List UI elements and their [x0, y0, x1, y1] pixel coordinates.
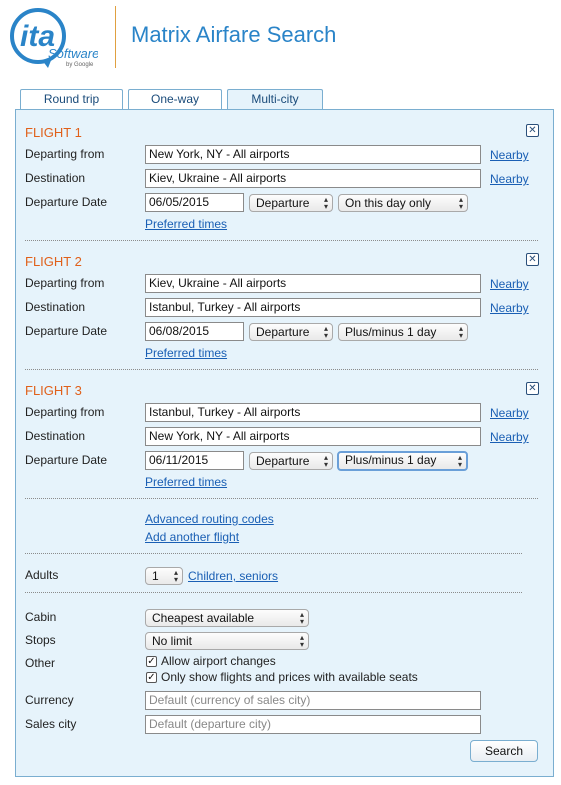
advanced-routing-codes-link[interactable]: Advanced routing codes [145, 512, 274, 526]
tab-multi-city[interactable]: Multi-city [227, 89, 323, 110]
date-flex-select[interactable] [338, 194, 468, 212]
date-type-value: Departure [256, 196, 310, 210]
only-available-seats-checkbox[interactable]: ✓ [147, 672, 156, 683]
section-divider [25, 240, 538, 241]
destination-input[interactable]: Istanbul, Turkey - All airports [145, 298, 481, 317]
preferred-times-link[interactable]: Preferred times [145, 346, 228, 360]
allow-airport-changes-label: Allow airport changes [161, 654, 276, 668]
nearby-link[interactable]: Nearby [490, 430, 529, 444]
flight-title: FLIGHT 2 [25, 254, 82, 269]
departing-from-input[interactable]: New York, NY - All airports [145, 145, 481, 164]
date-flex-value: On this day only [345, 196, 432, 210]
stops-label: Stops [25, 633, 56, 647]
date-type-value: Departure [256, 454, 310, 468]
sales-city-input[interactable]: Default (departure city) [145, 715, 481, 734]
destination-input[interactable]: New York, NY - All airports [145, 427, 481, 446]
remove-flight-icon[interactable]: ✕ [526, 124, 539, 137]
select-arrows-icon: ▴ ▾ [323, 453, 328, 469]
departing-from-input[interactable]: Kiev, Ukraine - All airports [145, 274, 481, 293]
departure-date-input[interactable]: 06/08/2015 [145, 322, 244, 341]
departing-from-label: Departing from [25, 147, 105, 161]
date-type-value: Departure [256, 325, 310, 339]
flight-title: FLIGHT 3 [25, 383, 82, 398]
section-divider [25, 498, 538, 499]
departing-from-input[interactable]: Istanbul, Turkey - All airports [145, 403, 481, 422]
preferred-times-link[interactable]: Preferred times [145, 475, 228, 489]
stops-select[interactable] [145, 632, 309, 650]
date-flex-value: Plus/minus 1 day [345, 453, 437, 467]
select-arrows-icon: ▴ ▾ [323, 195, 328, 211]
currency-input[interactable]: Default (currency of sales city) [145, 691, 481, 710]
select-arrows-icon: ▴ ▾ [323, 324, 328, 340]
preferred-times-link[interactable]: Preferred times [145, 217, 228, 231]
destination-input[interactable]: Kiev, Ukraine - All airports [145, 169, 481, 188]
adults-select[interactable] [145, 567, 183, 585]
logo-byline: by Google [66, 62, 94, 68]
sales-city-label: Sales city [25, 717, 77, 731]
date-type-select[interactable] [249, 323, 333, 341]
stops-value: No limit [152, 634, 193, 648]
departing-from-label: Departing from [25, 276, 105, 290]
cabin-select[interactable] [145, 609, 309, 627]
search-form-panel [15, 109, 554, 777]
tab-one-way[interactable]: One-way [128, 89, 222, 109]
adults-value: 1 [152, 569, 159, 583]
remove-flight-icon[interactable]: ✕ [526, 253, 539, 266]
destination-label: Destination [25, 171, 86, 185]
date-flex-select[interactable] [338, 323, 468, 341]
nearby-link[interactable]: Nearby [490, 172, 529, 186]
departing-from-label: Departing from [25, 405, 105, 419]
date-type-select[interactable] [249, 194, 333, 212]
date-flex-select[interactable] [337, 451, 468, 471]
page-title: Matrix Airfare Search [131, 22, 337, 47]
only-available-seats-label: Only show flights and prices with available seats [161, 670, 418, 684]
date-flex-value: Plus/minus 1 day [345, 325, 437, 339]
section-divider [25, 592, 522, 593]
search-button[interactable]: Search [470, 740, 538, 762]
nearby-link[interactable]: Nearby [490, 301, 529, 315]
destination-label: Destination [25, 429, 86, 443]
departure-date-label: Departure Date [25, 453, 108, 467]
select-arrows-icon: ▴ ▾ [299, 633, 304, 649]
header-divider [115, 6, 116, 68]
flight-title: FLIGHT 1 [25, 125, 82, 140]
select-arrows-icon: ▴ ▾ [458, 324, 463, 340]
allow-airport-changes-checkbox[interactable]: ✓ [147, 656, 156, 667]
departure-date-input[interactable]: 06/05/2015 [145, 193, 244, 212]
logo-sub-text: Software [48, 46, 98, 61]
other-label: Other [25, 656, 56, 670]
select-arrows-icon: ▴ ▾ [457, 453, 462, 469]
add-another-flight-link[interactable]: Add another flight [145, 530, 240, 544]
children-seniors-link[interactable]: Children, seniors [188, 569, 279, 583]
cabin-label: Cabin [25, 610, 57, 624]
cabin-value: Cheapest available [152, 611, 255, 625]
nearby-link[interactable]: Nearby [490, 406, 529, 420]
remove-flight-icon[interactable]: ✕ [526, 382, 539, 395]
adults-label: Adults [25, 568, 59, 582]
section-divider [25, 369, 538, 370]
section-divider [25, 553, 522, 554]
select-arrows-icon: ▴ ▾ [458, 195, 463, 211]
departure-date-label: Departure Date [25, 195, 108, 209]
departure-date-label: Departure Date [25, 324, 108, 338]
nearby-link[interactable]: Nearby [490, 277, 529, 291]
logo-main-text: ita [20, 20, 56, 53]
destination-label: Destination [25, 300, 86, 314]
date-type-select[interactable] [249, 452, 333, 470]
select-arrows-icon: ▴ ▾ [299, 610, 304, 626]
nearby-link[interactable]: Nearby [490, 148, 529, 162]
departure-date-input[interactable]: 06/11/2015 [145, 451, 244, 470]
trip-type-tabs [20, 89, 323, 110]
currency-label: Currency [25, 693, 74, 707]
ita-software-logo [8, 6, 98, 68]
select-arrows-icon: ▴ ▾ [173, 568, 178, 584]
tab-round-trip[interactable]: Round trip [20, 89, 123, 109]
